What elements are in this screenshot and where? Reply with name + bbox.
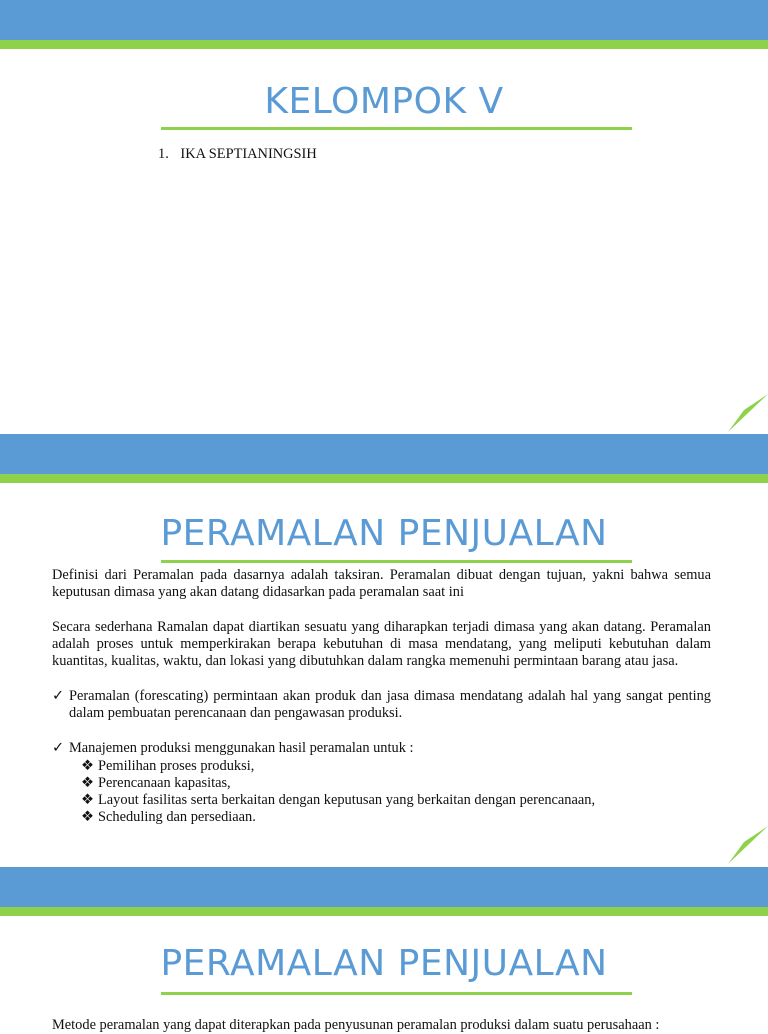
title-underline <box>161 992 632 995</box>
definition-paragraph: Definisi dari Peramalan pada dasarnya adalah taksiran. Peramalan dibuat dengan tujuan, yakni bahwa semua keputusan dimasa yang akan datang didasarkan pada peramalan saat ini <box>52 567 711 600</box>
slide-peramalan-1 <box>0 434 768 867</box>
slide-kelompok <box>0 0 768 434</box>
corner-triangle-icon <box>728 394 768 432</box>
header-blue-band <box>0 434 768 474</box>
slide-header-bar <box>0 0 768 49</box>
check-item-text: Peramalan (forescating) permintaan akan produk dan jasa dimasa mendatang adalah hal yang sangat penting dalam pembuatan perencanaan dan pengawasan produksi. <box>69 688 711 721</box>
corner-triangle-icon <box>728 826 768 864</box>
slide-peramalan-2 <box>0 867 768 1033</box>
check-item-text: Manajemen produksi menggunakan hasil peramalan untuk : <box>69 740 414 756</box>
slide-title: PERAMALAN PENJUALAN <box>160 513 608 554</box>
sub-list-item <box>81 809 256 826</box>
explanation-paragraph: Secara sederhana Ramalan dapat diartikan sesuatu yang diharapkan terjadi dimasa yang akan datang. Peramalan adalah proses untuk memperkirakan berapa kebutuhan di masa mendatang, yang meliputi kebutuhan dalam kuantitas, kualitas, waktu, dan lokasi yang dibutuhkan dalam rangka memenuhi permintaan barang atau jasa. <box>52 619 711 669</box>
header-green-band <box>0 40 768 49</box>
member-name: IKA SEPTIANINGSIH <box>180 146 317 162</box>
slide-header-bar <box>0 434 768 483</box>
check-list-item <box>52 688 711 722</box>
title-underline <box>161 560 632 563</box>
slide-title: KELOMPOK V <box>264 81 504 122</box>
header-green-band <box>0 474 768 483</box>
slide-title: PERAMALAN PENJUALAN <box>160 943 608 984</box>
checkmark-icon: ✓ <box>52 740 65 756</box>
check-list-item <box>52 740 711 757</box>
member-number: 1. <box>158 146 169 162</box>
sub-list-item <box>81 758 254 775</box>
diamond-icon: ❖ <box>81 792 94 808</box>
sub-item-text: Pemilihan proses produksi, <box>98 758 255 774</box>
diamond-icon: ❖ <box>81 775 94 791</box>
header-green-band <box>0 907 768 916</box>
diamond-icon: ❖ <box>81 758 94 774</box>
member-list <box>158 146 317 163</box>
slide-header-bar <box>0 867 768 916</box>
sub-list-item <box>81 775 231 792</box>
title-underline <box>161 127 632 130</box>
sub-item-text: Perencanaan kapasitas, <box>98 775 231 791</box>
sub-item-text: Layout fasilitas serta berkaitan dengan keputusan yang berkaitan dengan perencanaan, <box>98 792 596 808</box>
method-paragraph: Metode peramalan yang dapat diterapkan pada penyusunan peramalan produksi dalam suatu perusahaan : <box>52 1017 660 1033</box>
header-blue-band <box>0 0 768 40</box>
diamond-icon: ❖ <box>81 809 94 825</box>
checkmark-icon: ✓ <box>52 688 65 704</box>
sub-item-text: Scheduling dan persediaan. <box>98 809 256 825</box>
header-blue-band <box>0 867 768 907</box>
sub-list-item <box>81 792 595 809</box>
